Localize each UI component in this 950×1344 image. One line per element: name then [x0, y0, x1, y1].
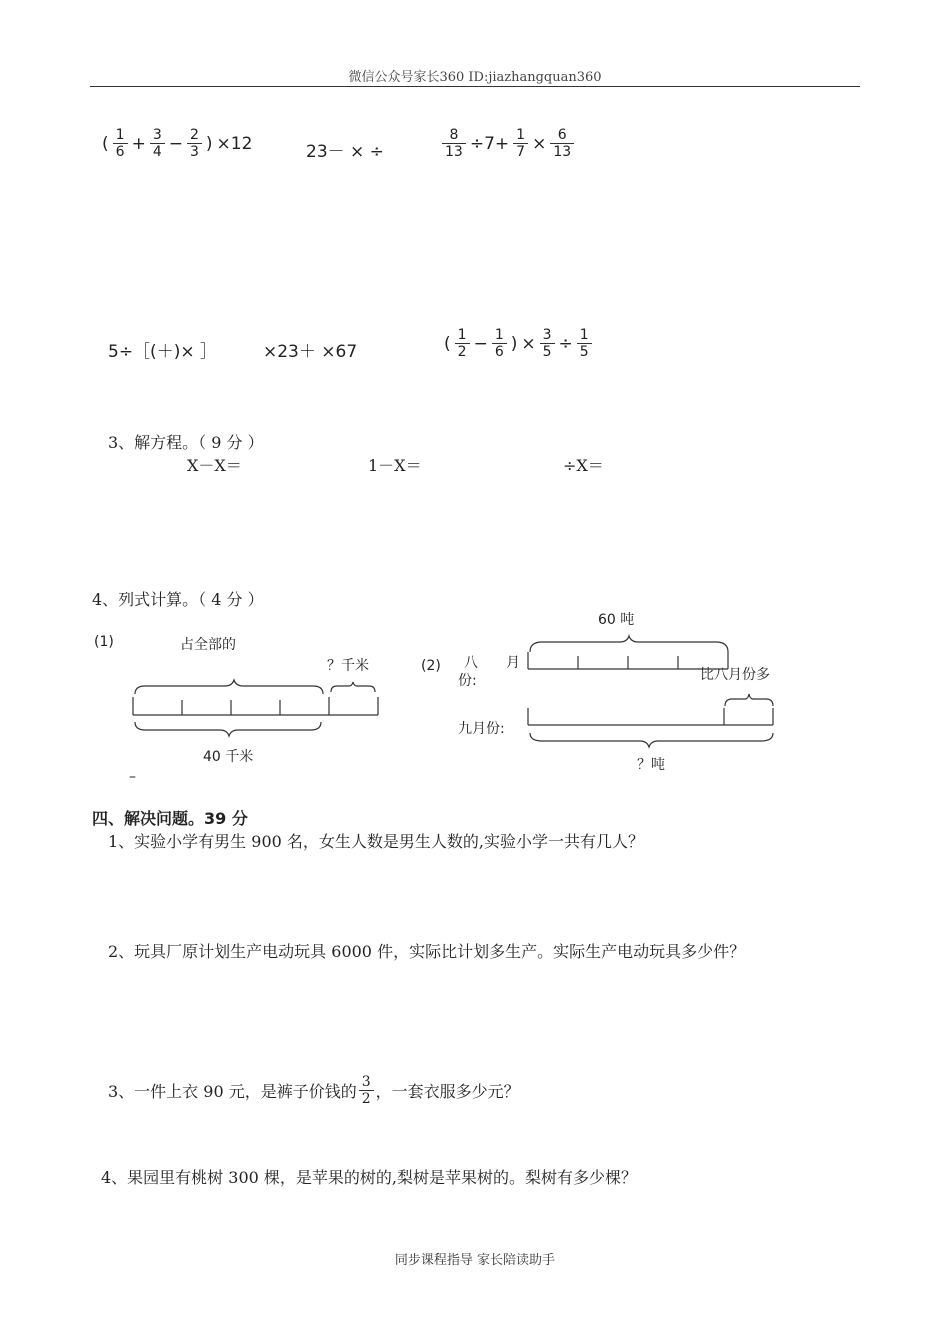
diagram-1-small-brace — [331, 682, 375, 692]
paren-open: ( — [102, 133, 109, 154]
diagram-1-top-brace — [135, 680, 323, 694]
operator: ÷7+ — [469, 133, 510, 154]
diagram-2-extra-text: 比八月份多 — [700, 667, 770, 683]
expression-5: ×23＋ ×67 — [263, 342, 358, 362]
fraction: $\frac{8}{13}$ — [442, 127, 466, 160]
diagram-1-bottom-text: 40 千米 — [203, 749, 254, 765]
fraction: $\frac{1}{2}$ — [455, 327, 470, 360]
fraction: $\frac{3}{2}$ — [359, 1074, 374, 1107]
paren-close: ) — [510, 333, 518, 354]
diagram-1-top-text: 占全部的 — [180, 637, 236, 653]
problem-3 — [108, 1074, 520, 1107]
page-header: 微信公众号家长360 ID:jiazhangquan360 — [348, 70, 602, 85]
diagram-2-top-text: 60 吨 — [598, 612, 635, 628]
operator: + — [131, 133, 146, 154]
diagram-2-row2-label: 九月份: — [458, 721, 505, 737]
operator: − — [168, 133, 183, 154]
operator: ÷ — [558, 333, 573, 354]
diagram-2-label: (2) — [421, 658, 441, 674]
equation-2: 1－X＝ — [368, 456, 422, 475]
equation-1: X－X＝ — [187, 456, 242, 475]
problem-3-text-a: 3、一件上衣 90 元，是裤子价钱的 — [108, 1082, 357, 1101]
problem-1: 1、实验小学有男生 900 名，女生人数是男生人数的,实验小学一共有几人？ — [108, 832, 644, 851]
line-segment-diagrams — [0, 600, 950, 800]
page-footer: 同步课程指导 家长陪读助手 — [394, 1253, 556, 1268]
expression-4: 5÷［(＋)× ］ — [108, 342, 217, 362]
diagram-2-bottom-text: ？吨 — [637, 757, 665, 773]
expression-tail: ×12 — [216, 133, 253, 154]
part-4-title: 四、解决问题。39 分 — [92, 809, 248, 828]
equation-3: ÷X＝ — [563, 456, 604, 475]
fraction: $\frac{1}{6}$ — [492, 327, 507, 360]
operator: × — [521, 333, 536, 354]
expression-3 — [440, 127, 576, 160]
diagram-1-dash: – — [129, 769, 136, 785]
fraction: $\frac{2}{3}$ — [187, 127, 202, 160]
diagram-2-row1-label: 八 月 — [464, 655, 520, 671]
diagram-2-small-brace — [725, 694, 773, 706]
operator: × — [532, 133, 547, 154]
expression-6 — [442, 327, 594, 360]
diagram-1-label: (1) — [94, 634, 114, 650]
diagram-2-row1-label-b: 份: — [458, 673, 477, 689]
expression-2: 23－ × ÷ — [306, 142, 384, 162]
fraction: $\frac{1}{7}$ — [513, 127, 528, 160]
expression-1 — [100, 127, 254, 160]
diagram-2-top-brace — [530, 636, 728, 652]
section-4-title: 4、列式计算。（ 4 分 ） — [92, 590, 264, 609]
header-rule — [90, 86, 860, 87]
diagram-1-question-text: ？千米 — [327, 658, 369, 674]
problem-3-text-b: ，一套衣服多少元？ — [375, 1082, 520, 1101]
fraction: $\frac{3}{4}$ — [150, 127, 165, 160]
problem-4: 4、果园里有桃树 300 棵，是苹果的树的,梨树是苹果树的。梨树有多少棵？ — [101, 1168, 637, 1187]
section-3-title: 3、解方程。（ 9 分 ） — [108, 433, 264, 452]
fraction: $\frac{6}{13}$ — [550, 127, 574, 160]
paren-close: ) — [205, 133, 213, 154]
operator: − — [473, 333, 488, 354]
fraction: $\frac{1}{6}$ — [113, 127, 128, 160]
diagram-2-bottom-brace — [530, 733, 773, 747]
fraction: $\frac{3}{5}$ — [540, 327, 555, 360]
paren-open: ( — [444, 333, 451, 354]
diagram-1-bottom-brace — [135, 722, 321, 736]
fraction: $\frac{1}{5}$ — [577, 327, 592, 360]
problem-2: 2、玩具厂原计划生产电动玩具 6000 件，实际比计划多生产。实际生产电动玩具多少件？ — [108, 942, 746, 961]
